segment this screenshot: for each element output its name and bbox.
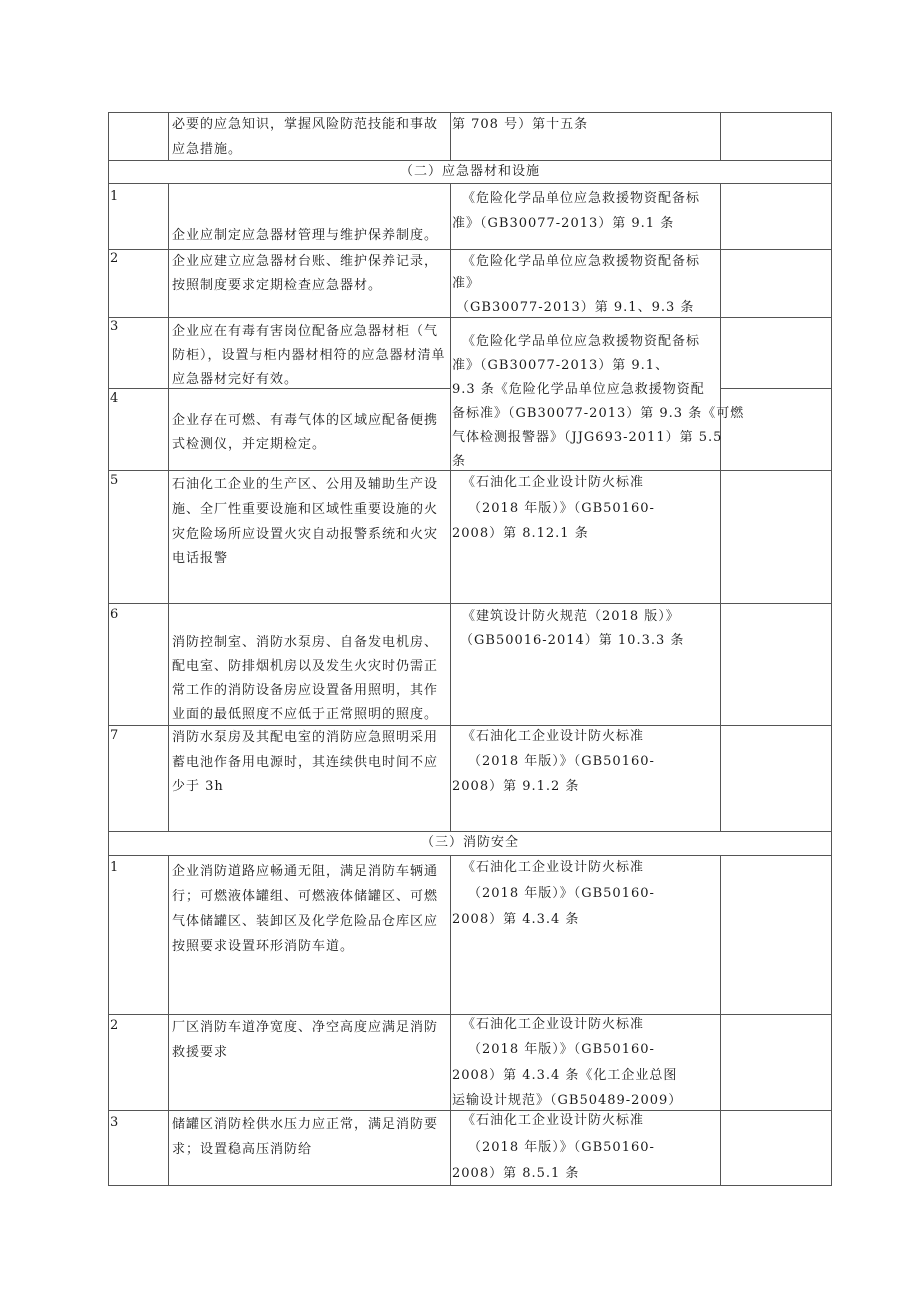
content-line: 求；设置稳高压消防给 [172,1142,313,1157]
content-line: 消防控制室、消防水泵房、自备发电机房、 [172,635,439,650]
basis-line: 备标准》（GB30077-2013）第 9.3 条《可燃 [452,406,745,421]
row-number: 5 [110,473,119,488]
content-line: 必要的应急知识，掌握风险防范技能和事故 [172,117,439,132]
basis-line: （2018 年版）》（GB50160- [468,886,655,901]
basis-line: 《石油化工企业设计防火标准 [462,475,645,490]
content-line: 灾危险场所应设置火灾自动报警系统和火灾 [172,527,439,542]
content-line: 按照要求设置环形消防车道。 [172,939,355,954]
row-number: 6 [110,607,119,622]
basis-line: 《危险化学品单位应急救援物资配备标 [462,254,701,269]
basis-line: 条 [452,454,467,469]
content-line: 电话报警 [172,551,229,566]
basis-line: 2008）第 9.1.2 条 [452,779,580,794]
content-line: 企业消防道路应畅通无阻，满足消防车辆通 [172,864,439,879]
basis-line: 《石油化工企业设计防火标准 [462,1017,645,1032]
basis-line: （2018 年版）》（GB50160- [468,1140,655,1155]
content-line: 常工作的消防设备房应设置备用照明，其作 [172,683,439,698]
basis-line: （GB50016-2014）第 10.3.3 条 [460,633,685,648]
row-number: 3 [110,319,119,334]
content-line: 应急措施。 [172,142,243,157]
content-line: 按照制度要求定期检查应急器材。 [172,278,383,293]
basis-line: 《石油化工企业设计防火标准 [462,1113,645,1128]
basis-line: （GB30077-2013）第 9.1、9.3 条 [456,300,695,315]
row-number: 3 [110,1115,119,1130]
content-line: 企业存在可燃、有毒气体的区域应配备便携 [172,413,439,428]
basis-line: 《石油化工企业设计防火标准 [462,860,645,875]
basis-line: 《危险化学品单位应急救援物资配备标 [462,334,701,349]
content-line: 施、全厂性重要设施和区域性重要设施的火 [172,502,439,517]
content-line: 业面的最低照度不应低于正常照明的照度。 [172,707,439,722]
content-line: 企业应建立应急器材台账、维护保养记录， [172,254,439,269]
basis-line: （2018 年版）》（GB50160- [468,1042,655,1057]
content-line: 气体储罐区、装卸区及化学危险品仓库区应 [172,914,439,929]
content-line: 应急器材完好有效。 [172,372,299,387]
content-line: 企业应在有毒有害岗位配备应急器材柜（气 [172,324,439,339]
row-number: 1 [110,189,119,204]
basis-line: 2008）第 4.3.4 条 [452,912,580,927]
row-number: 1 [110,860,119,875]
basis-line: 2008）第 8.5.1 条 [452,1166,580,1181]
basis-line: 《建筑设计防火规范（2018 版）》 [462,609,680,624]
section-title: （三）消防安全 [420,835,519,850]
basis-line: 准》 [452,276,481,291]
basis-line: 第 708 号）第十五条 [452,117,589,132]
basis-line: 《石油化工企业设计防火标准 [462,729,645,744]
basis-line: （2018 年版）》（GB50160- [468,501,655,516]
content-line: 防柜），设置与柜内器材相符的应急器材清单 [172,348,446,363]
content-line: 石油化工企业的生产区、公用及辅助生产设 [172,477,439,492]
content-line: 消防水泵房及其配电室的消防应急照明采用 [172,730,439,745]
content-line: 企业应制定应急器材管理与维护保养制度。 [172,228,439,243]
basis-line: 准》（GB30077-2013）第 9.1、 [452,358,670,373]
content-line: 式检测仪，并定期检定。 [172,437,327,452]
content-line: 配电室、防排烟机房以及发生火灾时仍需正 [172,659,439,674]
content-line: 救援要求 [172,1045,229,1060]
basis-line: 气体检测报警器》（JJG693-2011）第 5.5 [452,430,723,445]
content-line: 厂区消防车道净宽度、净空高度应满足消防 [172,1020,439,1035]
row-number: 2 [110,1018,119,1033]
basis-line: 2008）第 4.3.4 条《化工企业总图 [452,1068,678,1083]
row-number: 2 [110,251,119,266]
basis-line: 2008）第 8.12.1 条 [452,526,589,541]
basis-line: 准》（GB30077-2013）第 9.1 条 [452,216,675,231]
content-line: 储罐区消防栓供水压力应正常，满足消防要 [172,1117,439,1132]
content-line: 少于 3h [172,779,224,794]
basis-line: 《危险化学品单位应急救援物资配备标 [462,191,701,206]
content-line: 蓄电池作备用电源时，其连续供电时间不应 [172,755,439,770]
basis-line: 9.3 条《危险化学品单位应急救援物资配 [452,382,705,397]
row-number: 7 [110,728,119,743]
basis-line: （2018 年版）》（GB50160- [468,754,655,769]
row-number: 4 [110,391,119,406]
basis-line: 运输设计规范》（GB50489-2009） [452,1093,683,1108]
content-line: 行；可燃液体罐组、可燃液体储罐区、可燃 [172,889,439,904]
section-title: （二）应急器材和设施 [399,164,540,179]
